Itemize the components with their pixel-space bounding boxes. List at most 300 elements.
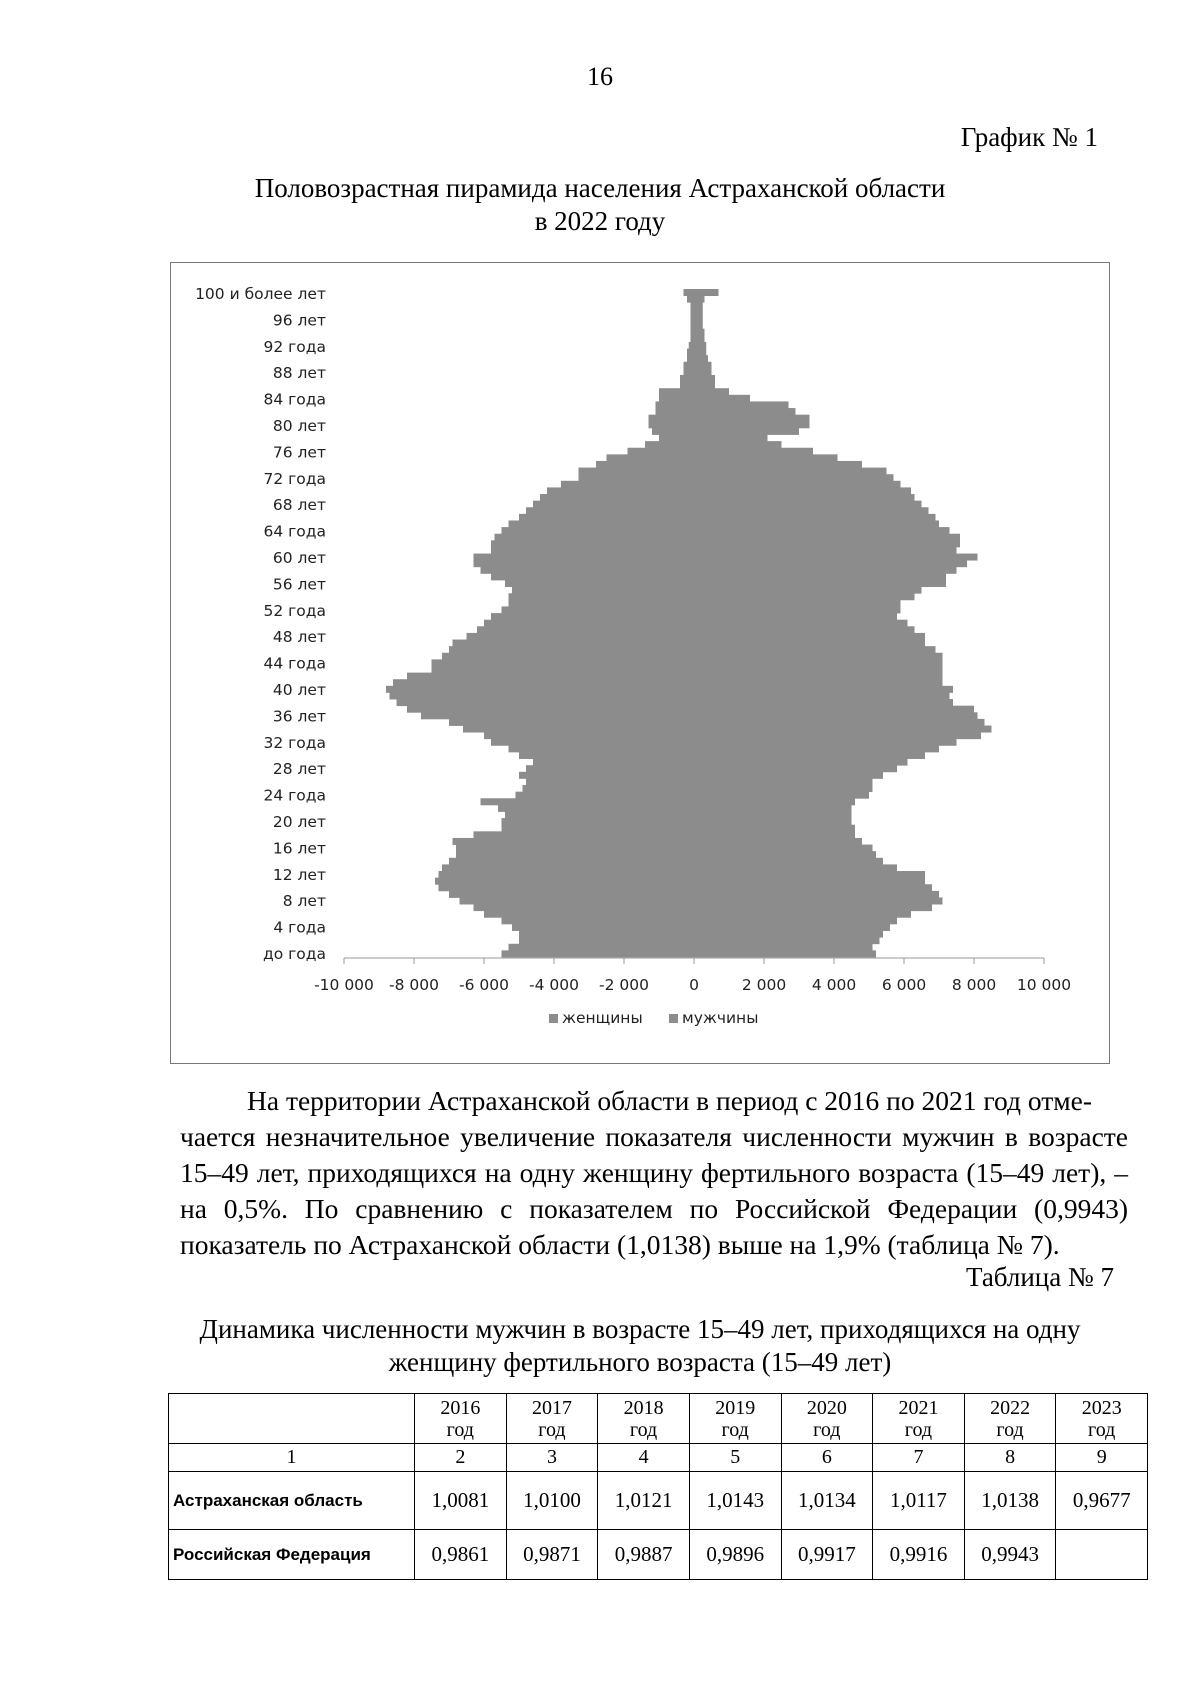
bar-men	[694, 520, 939, 527]
bar-men	[694, 421, 810, 428]
year-header-cell	[598, 1394, 690, 1444]
bar-women	[442, 653, 694, 660]
x-tick-label: 6 000	[881, 976, 927, 994]
bar-women	[691, 329, 695, 336]
bar-men	[694, 494, 915, 501]
bar-men	[694, 679, 943, 686]
table-colnum-row	[169, 1444, 1148, 1472]
bar-men	[694, 289, 719, 296]
y-tick-label: 84 года	[263, 390, 326, 409]
bar-women	[607, 454, 695, 461]
bar-men	[694, 924, 890, 931]
table-header-row	[169, 1394, 1148, 1444]
bar-men	[694, 613, 897, 620]
table-row	[169, 1472, 1148, 1530]
bar-men	[694, 448, 813, 455]
bar-women	[689, 342, 694, 349]
bar-women	[390, 692, 695, 699]
bar-women	[456, 845, 694, 852]
bar-men	[694, 375, 715, 382]
bar-women	[512, 587, 694, 594]
bar-men	[694, 765, 897, 772]
bar-women	[397, 699, 695, 706]
bar-women	[659, 435, 694, 442]
x-tick-label: 2 000	[741, 976, 787, 994]
year-value: 2023	[1081, 1396, 1122, 1419]
bar-women	[509, 593, 695, 600]
chart-title-line1: Половозрастная пирамида населения Астраханской области	[254, 173, 946, 203]
year-unit: год	[446, 1418, 474, 1441]
bar-women	[502, 527, 695, 534]
bar-women	[691, 309, 695, 316]
year-value: 2017	[531, 1396, 572, 1419]
bar-men	[694, 706, 974, 713]
bar-women	[680, 375, 694, 382]
bar-women	[540, 494, 694, 501]
bar-men	[694, 897, 943, 904]
bar-men	[694, 917, 897, 924]
bar-women	[652, 428, 694, 435]
legend-swatch-women	[549, 1014, 558, 1023]
bar-men	[694, 904, 932, 911]
column-number-cell: 9	[1056, 1444, 1148, 1472]
bar-men	[694, 950, 876, 957]
bar-men	[694, 567, 957, 574]
bar-women	[463, 726, 694, 733]
y-tick-label: 64 года	[263, 522, 326, 541]
bar-women	[502, 917, 695, 924]
bar-men	[694, 435, 768, 442]
bar-women	[533, 759, 694, 766]
bar-women	[519, 937, 694, 944]
bar-men	[694, 673, 943, 680]
bar-women	[687, 355, 694, 362]
x-tick-label: -10 000	[314, 976, 374, 994]
bar-men	[694, 732, 981, 739]
bar-men	[694, 851, 876, 858]
bar-women	[393, 679, 694, 686]
bar-men	[694, 752, 925, 759]
bar-women	[691, 315, 695, 322]
bar-men	[694, 461, 862, 468]
y-tick-label: 32 года	[263, 733, 326, 752]
bar-men	[694, 845, 873, 852]
value-cell: 1,0143	[689, 1472, 781, 1530]
bar-men	[694, 302, 703, 309]
row-name-cell: Российская Федерация	[169, 1530, 415, 1580]
bar-men	[694, 296, 705, 303]
y-tick-label: 36 лет	[272, 707, 326, 726]
bar-women	[491, 540, 694, 547]
bar-women	[474, 560, 695, 567]
bar-women	[439, 871, 695, 878]
bar-women	[432, 659, 695, 666]
bar-men	[694, 560, 967, 567]
year-unit: год	[813, 1418, 841, 1441]
bar-men	[694, 858, 883, 865]
year-unit: год	[1088, 1418, 1116, 1441]
bar-women	[684, 289, 695, 296]
bar-men	[694, 944, 873, 951]
bar-women	[523, 785, 695, 792]
bar-men	[694, 686, 953, 693]
bar-women	[659, 395, 694, 402]
bar-men	[694, 580, 946, 587]
bar-men	[694, 481, 901, 488]
bar-women	[516, 792, 695, 799]
y-tick-label: 48 лет	[272, 628, 326, 647]
bar-men	[694, 322, 703, 329]
bar-women	[495, 534, 695, 541]
bar-men	[694, 838, 862, 845]
bar-women	[509, 944, 695, 951]
bar-women	[687, 349, 694, 356]
bar-women	[691, 302, 695, 309]
year-value: 2020	[806, 1396, 847, 1419]
chart-title-line2: в 2022 году	[534, 206, 666, 236]
bar-men	[694, 587, 922, 594]
bar-men	[694, 931, 883, 938]
bar-men	[694, 785, 873, 792]
bar-men	[694, 633, 925, 640]
bar-men	[694, 864, 897, 871]
y-tick-label: 44 года	[263, 654, 326, 673]
bar-men	[694, 911, 911, 918]
year-value: 2022	[990, 1396, 1031, 1419]
data-table	[168, 1393, 1148, 1580]
bar-men	[694, 600, 901, 607]
bar-men	[694, 745, 939, 752]
bar-men	[694, 309, 703, 316]
bar-women	[561, 481, 694, 488]
bar-men	[694, 507, 929, 514]
bar-women	[481, 798, 695, 805]
bar-women	[512, 924, 694, 931]
bar-men	[694, 487, 911, 494]
bar-men	[694, 825, 855, 832]
bar-men	[694, 388, 729, 395]
legend-swatch-men	[669, 1014, 678, 1023]
bar-women	[484, 620, 694, 627]
value-cell: 1,0121	[598, 1472, 690, 1530]
column-number-cell: 6	[781, 1444, 873, 1472]
bar-women	[460, 897, 695, 904]
row-name-cell: Астраханская область	[169, 1472, 415, 1530]
bar-men	[694, 878, 925, 885]
bar-men	[694, 626, 915, 633]
bar-women	[477, 626, 694, 633]
bar-women	[491, 613, 694, 620]
bar-women	[526, 765, 694, 772]
column-number-cell: 4	[598, 1444, 690, 1472]
year-unit: год	[538, 1418, 566, 1441]
population-pyramid-chart	[170, 262, 1110, 1064]
bar-men	[694, 441, 782, 448]
value-cell: 0,9896	[689, 1530, 781, 1580]
column-number-cell: 3	[506, 1444, 598, 1472]
bar-men	[694, 778, 873, 785]
year-unit: год	[996, 1418, 1024, 1441]
column-number-cell: 8	[964, 1444, 1056, 1472]
bar-men	[694, 355, 708, 362]
table-title: Динамика численности мужчин в возрасте 15–49 лет, приходящихся на одну женщину фертильного возраста (15–49 лет)	[199, 1314, 1081, 1377]
bar-men	[694, 534, 960, 541]
bar-men	[694, 415, 810, 422]
pyramid-svg	[171, 263, 1109, 1063]
bar-women	[691, 335, 695, 342]
bar-women	[684, 362, 695, 369]
bar-women	[407, 706, 694, 713]
bar-women	[449, 858, 694, 865]
bar-women	[453, 640, 695, 647]
column-number-cell: 1	[169, 1444, 415, 1472]
bar-women	[491, 547, 694, 554]
year-unit: год	[629, 1418, 658, 1441]
bar-women	[453, 838, 695, 845]
year-header-cell	[415, 1394, 507, 1444]
bar-women	[386, 686, 694, 693]
paragraph-first-line: На территории Астраханской области в период с 2016 по 2021 год отме-	[247, 1085, 1092, 1116]
bar-women	[505, 580, 694, 587]
bar-women	[519, 772, 694, 779]
bar-women	[502, 825, 695, 832]
bar-men	[694, 547, 957, 554]
bar-women	[491, 739, 694, 746]
y-tick-label: до года	[263, 945, 326, 963]
bar-women	[491, 573, 694, 580]
y-tick-label: 60 лет	[272, 549, 326, 567]
bar-women	[659, 388, 694, 395]
y-tick-label: 28 лет	[272, 760, 326, 779]
bar-men	[694, 382, 715, 389]
bar-women	[684, 368, 695, 375]
value-cell: 0,9943	[964, 1530, 1056, 1580]
value-cell: 0,9917	[781, 1530, 873, 1580]
bar-women	[467, 633, 695, 640]
bar-women	[519, 752, 694, 759]
page-number: 16	[587, 62, 613, 91]
bar-men	[694, 593, 915, 600]
bar-women	[502, 950, 695, 957]
legend-label-women: женщины	[562, 1009, 643, 1027]
value-cell: 1,0081	[415, 1472, 507, 1530]
bar-women	[449, 891, 694, 898]
value-cell: 1,0100	[506, 1472, 598, 1530]
bar-men	[694, 315, 703, 322]
y-tick-label: 92 года	[263, 337, 326, 356]
bar-men	[694, 501, 922, 508]
bar-men	[694, 937, 880, 944]
bar-men	[694, 891, 939, 898]
y-tick-label: 100 и более лет	[195, 285, 326, 303]
x-tick-label: -6 000	[459, 976, 509, 994]
bar-women	[421, 712, 694, 719]
bar-women	[547, 487, 694, 494]
body-paragraph	[180, 1083, 1128, 1263]
bar-men	[694, 871, 925, 878]
bar-men	[694, 831, 855, 838]
year-value: 2016	[440, 1396, 481, 1419]
table-label: Таблица № 7	[966, 1262, 1114, 1292]
bar-women	[484, 732, 694, 739]
bar-men	[694, 759, 908, 766]
bar-men	[694, 349, 706, 356]
year-value: 2018	[623, 1396, 664, 1419]
bar-women	[509, 520, 695, 527]
value-cell: 1,0134	[781, 1472, 873, 1530]
bar-women	[449, 719, 694, 726]
bar-men	[694, 884, 932, 891]
bar-women	[533, 501, 694, 508]
bar-women	[687, 296, 694, 303]
bar-men	[694, 666, 943, 673]
legend-label-men: мужчины	[682, 1009, 759, 1027]
bar-women	[474, 904, 695, 911]
bar-women	[474, 831, 695, 838]
bar-men	[694, 653, 943, 660]
bar-women	[407, 673, 694, 680]
bar-men	[694, 659, 943, 666]
bar-women	[502, 606, 695, 613]
y-tick-label: 56 лет	[272, 575, 326, 594]
bar-women	[656, 401, 695, 408]
bar-women	[456, 851, 694, 858]
bar-men	[694, 798, 855, 805]
value-cell: 0,9861	[415, 1530, 507, 1580]
bar-women	[596, 461, 694, 468]
bar-men	[694, 772, 883, 779]
bar-women	[505, 811, 694, 818]
bar-women	[435, 878, 694, 885]
bar-women	[526, 507, 694, 514]
bar-men	[694, 699, 953, 706]
header-empty-cell	[169, 1394, 415, 1444]
year-unit: год	[904, 1418, 933, 1441]
value-cell: 0,9677	[1056, 1472, 1148, 1530]
bar-women	[680, 382, 694, 389]
bar-men	[694, 692, 950, 699]
bar-men	[694, 527, 950, 534]
bar-men	[694, 342, 706, 349]
bar-men	[694, 712, 978, 719]
bar-men	[694, 408, 796, 415]
bar-men	[694, 646, 936, 653]
x-tick-label: -2 000	[599, 976, 649, 994]
column-number-cell: 5	[689, 1444, 781, 1472]
value-cell: 0,9887	[598, 1530, 690, 1580]
y-tick-label: 4 года	[273, 918, 326, 937]
x-tick-label: 0	[689, 976, 699, 994]
x-tick-label: 4 000	[811, 976, 857, 994]
bar-men	[694, 329, 705, 336]
year-header-cell	[781, 1394, 873, 1444]
bar-men	[694, 395, 750, 402]
bar-women	[474, 554, 695, 561]
bar-men	[694, 818, 852, 825]
year-header-cell	[506, 1394, 598, 1444]
bar-men	[694, 335, 705, 342]
bar-men	[694, 640, 925, 647]
bar-women	[628, 448, 695, 455]
bar-women	[519, 931, 694, 938]
bar-women	[502, 818, 695, 825]
graph-label: График № 1	[960, 122, 1098, 152]
year-header-cell	[873, 1394, 965, 1444]
bar-men	[694, 474, 894, 481]
y-tick-label: 12 лет	[272, 865, 326, 884]
bar-women	[526, 778, 694, 785]
value-cell: 0,9916	[873, 1530, 965, 1580]
table-row	[169, 1530, 1148, 1580]
y-tick-label: 68 лет	[272, 496, 326, 515]
x-tick-label: 10 000	[1016, 976, 1072, 994]
bar-women	[481, 567, 695, 574]
bar-men	[694, 540, 960, 547]
year-header-cell	[1056, 1394, 1148, 1444]
column-number-cell: 2	[415, 1444, 507, 1472]
bar-women	[519, 514, 694, 521]
bar-women	[656, 408, 695, 415]
x-tick-label: -8 000	[389, 976, 439, 994]
y-tick-label: 80 лет	[272, 417, 326, 435]
bar-women	[579, 468, 695, 475]
bar-women	[509, 745, 695, 752]
y-tick-label: 16 лет	[272, 839, 326, 858]
bar-women	[432, 666, 695, 673]
bar-women	[498, 805, 694, 812]
bar-men	[694, 554, 978, 561]
bar-men	[694, 739, 957, 746]
y-tick-label: 24 года	[263, 786, 326, 805]
year-header-cell	[689, 1394, 781, 1444]
bar-men	[694, 401, 789, 408]
year-value: 2021	[898, 1396, 939, 1419]
bar-women	[442, 864, 694, 871]
bar-men	[694, 719, 985, 726]
y-tick-label: 52 года	[263, 601, 326, 620]
y-tick-label: 96 лет	[272, 311, 326, 330]
bar-men	[694, 805, 852, 812]
year-value: 2019	[715, 1396, 756, 1419]
bar-men	[694, 368, 712, 375]
y-tick-label: 88 лет	[272, 364, 326, 383]
y-tick-label: 76 лет	[272, 443, 326, 462]
chart-title	[0, 172, 1200, 238]
year-header-cell	[964, 1394, 1056, 1444]
y-tick-label: 20 лет	[272, 813, 326, 831]
bar-women	[649, 421, 695, 428]
value-cell: 0,9871	[506, 1530, 598, 1580]
bar-women	[449, 646, 694, 653]
bar-men	[694, 428, 799, 435]
value-cell: 1,0138	[964, 1472, 1056, 1530]
y-tick-label: 8 лет	[282, 892, 326, 911]
year-unit: год	[721, 1418, 749, 1441]
bar-women	[649, 415, 695, 422]
value-cell: 1,0117	[873, 1472, 965, 1530]
bar-men	[694, 573, 946, 580]
value-cell	[1056, 1530, 1148, 1580]
x-tick-label: -4 000	[529, 976, 579, 994]
bar-men	[694, 620, 908, 627]
y-tick-label: 72 года	[263, 469, 326, 488]
bar-men	[694, 468, 887, 475]
paragraph-rest: чается незначительное увеличение показателя численности мужчин в возрасте 15–49 лет, приходящихся на одну женщину фертильного возраста (15–49 лет), – на 0,5%. По сравнению с показателем по Российской Федерации (0,9943) показатель по Астраханской области (1,0138) выше на 1,9% (таблица № 7).	[180, 1121, 1128, 1260]
bar-men	[694, 726, 992, 733]
bar-men	[694, 811, 852, 818]
bar-men	[694, 514, 936, 521]
bar-men	[694, 362, 712, 369]
